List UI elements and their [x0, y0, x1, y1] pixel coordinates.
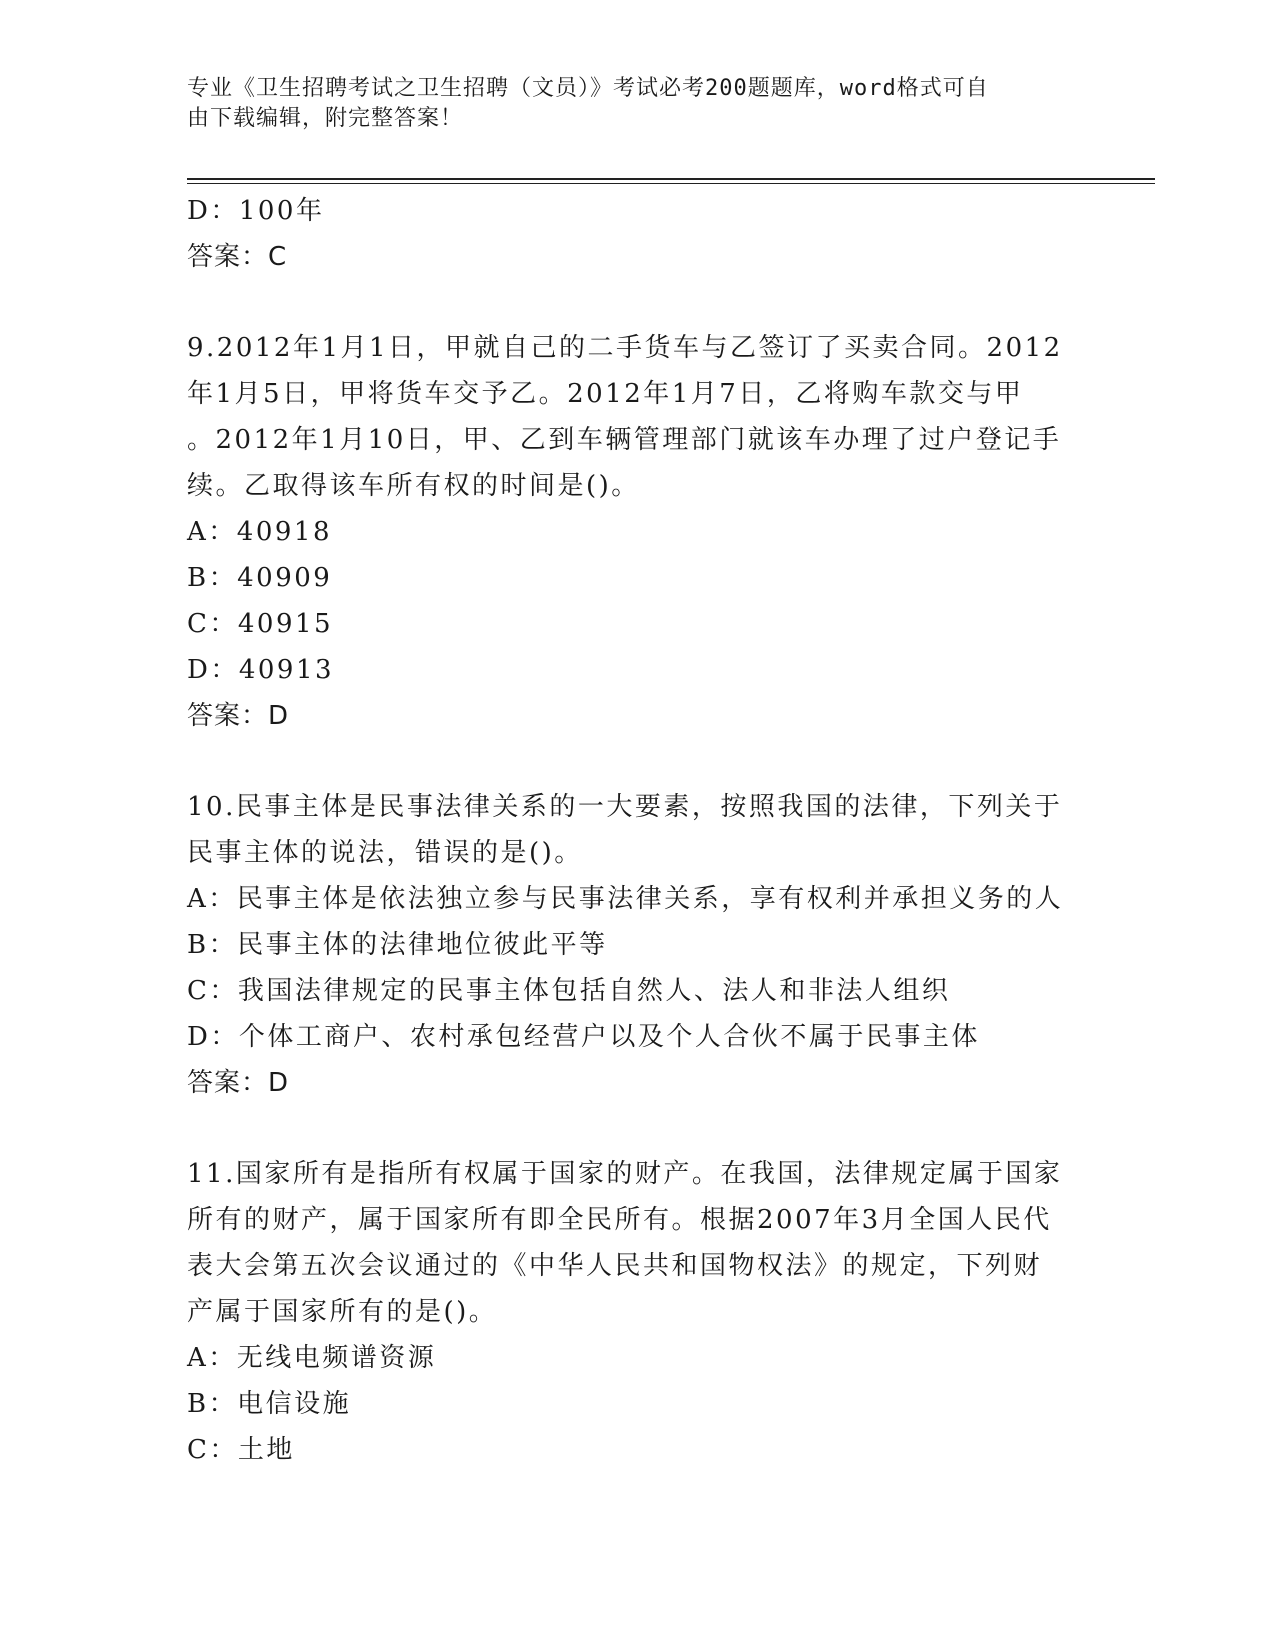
- answer-line: 答案：D: [187, 701, 290, 731]
- spacer: [187, 1106, 1087, 1151]
- question-9: [187, 325, 1087, 739]
- option-b: B：民事主体的法律地位彼此平等: [187, 930, 608, 960]
- question-stem-line: 表大会第五次会议通过的《中华人民共和国物权法》的规定，下列财: [187, 1251, 1043, 1281]
- spacer: [187, 280, 1087, 325]
- question-stem-line: 续。乙取得该车所有权的时间是()。: [187, 471, 640, 501]
- question-stem-line: 年1月5日，甲将货车交予乙。2012年1月7日，乙将购车款交与甲: [187, 379, 1024, 409]
- option-d: D：40913: [187, 655, 335, 685]
- header-rule-thin: [187, 183, 1155, 184]
- option-d: D：个体工商户、农村承包经营户以及个人合伙不属于民事主体: [187, 1022, 980, 1052]
- option-a: A：无线电频谱资源: [187, 1343, 437, 1373]
- answer-line: 答案：C: [187, 242, 288, 272]
- option-a: A：民事主体是依法独立参与民事法律关系，享有权利并承担义务的人: [187, 884, 1064, 914]
- question-11: [187, 1151, 1087, 1473]
- question-stem-line: 9.2012年1月1日，甲就自己的二手货车与乙签订了买卖合同。2012: [187, 333, 1063, 363]
- spacer: [187, 739, 1087, 784]
- option-b: B：40909: [187, 563, 333, 593]
- option-d: D：100年: [187, 196, 325, 226]
- carryover-block: [187, 188, 1087, 280]
- header-line-1: 专业《卫生招聘考试之卫生招聘（文员）》考试必考200题题库，word格式可自: [187, 76, 989, 101]
- question-stem-line: 。2012年1月10日，甲、乙到车辆管理部门就该车办理了过户登记手: [187, 425, 1062, 455]
- question-10: [187, 784, 1087, 1106]
- option-c: C：40915: [187, 609, 334, 639]
- question-stem-line: 民事主体的说法，错误的是()。: [187, 838, 583, 868]
- option-c: C：我国法律规定的民事主体包括自然人、法人和非法人组织: [187, 976, 951, 1006]
- page-content: [187, 188, 1087, 1473]
- question-stem-line: 所有的财产，属于国家所有即全民所有。根据2007年3月全国人民代: [187, 1205, 1052, 1235]
- header-line-2: 由下载编辑，附完整答案！: [187, 106, 464, 131]
- option-c: C：土地: [187, 1435, 295, 1465]
- question-stem-line: 10.民事主体是民事法律关系的一大要素，按照我国的法律，下列关于: [187, 792, 1063, 822]
- header-rule-thick: [187, 178, 1155, 180]
- question-stem-line: 11.国家所有是指所有权属于国家的财产。在我国，法律规定属于国家: [187, 1159, 1063, 1189]
- option-a: A：40918: [187, 517, 332, 547]
- page-header: [187, 74, 1087, 134]
- answer-line: 答案：D: [187, 1068, 290, 1098]
- question-stem-line: 产属于国家所有的是()。: [187, 1297, 498, 1327]
- option-b: B：电信设施: [187, 1389, 352, 1419]
